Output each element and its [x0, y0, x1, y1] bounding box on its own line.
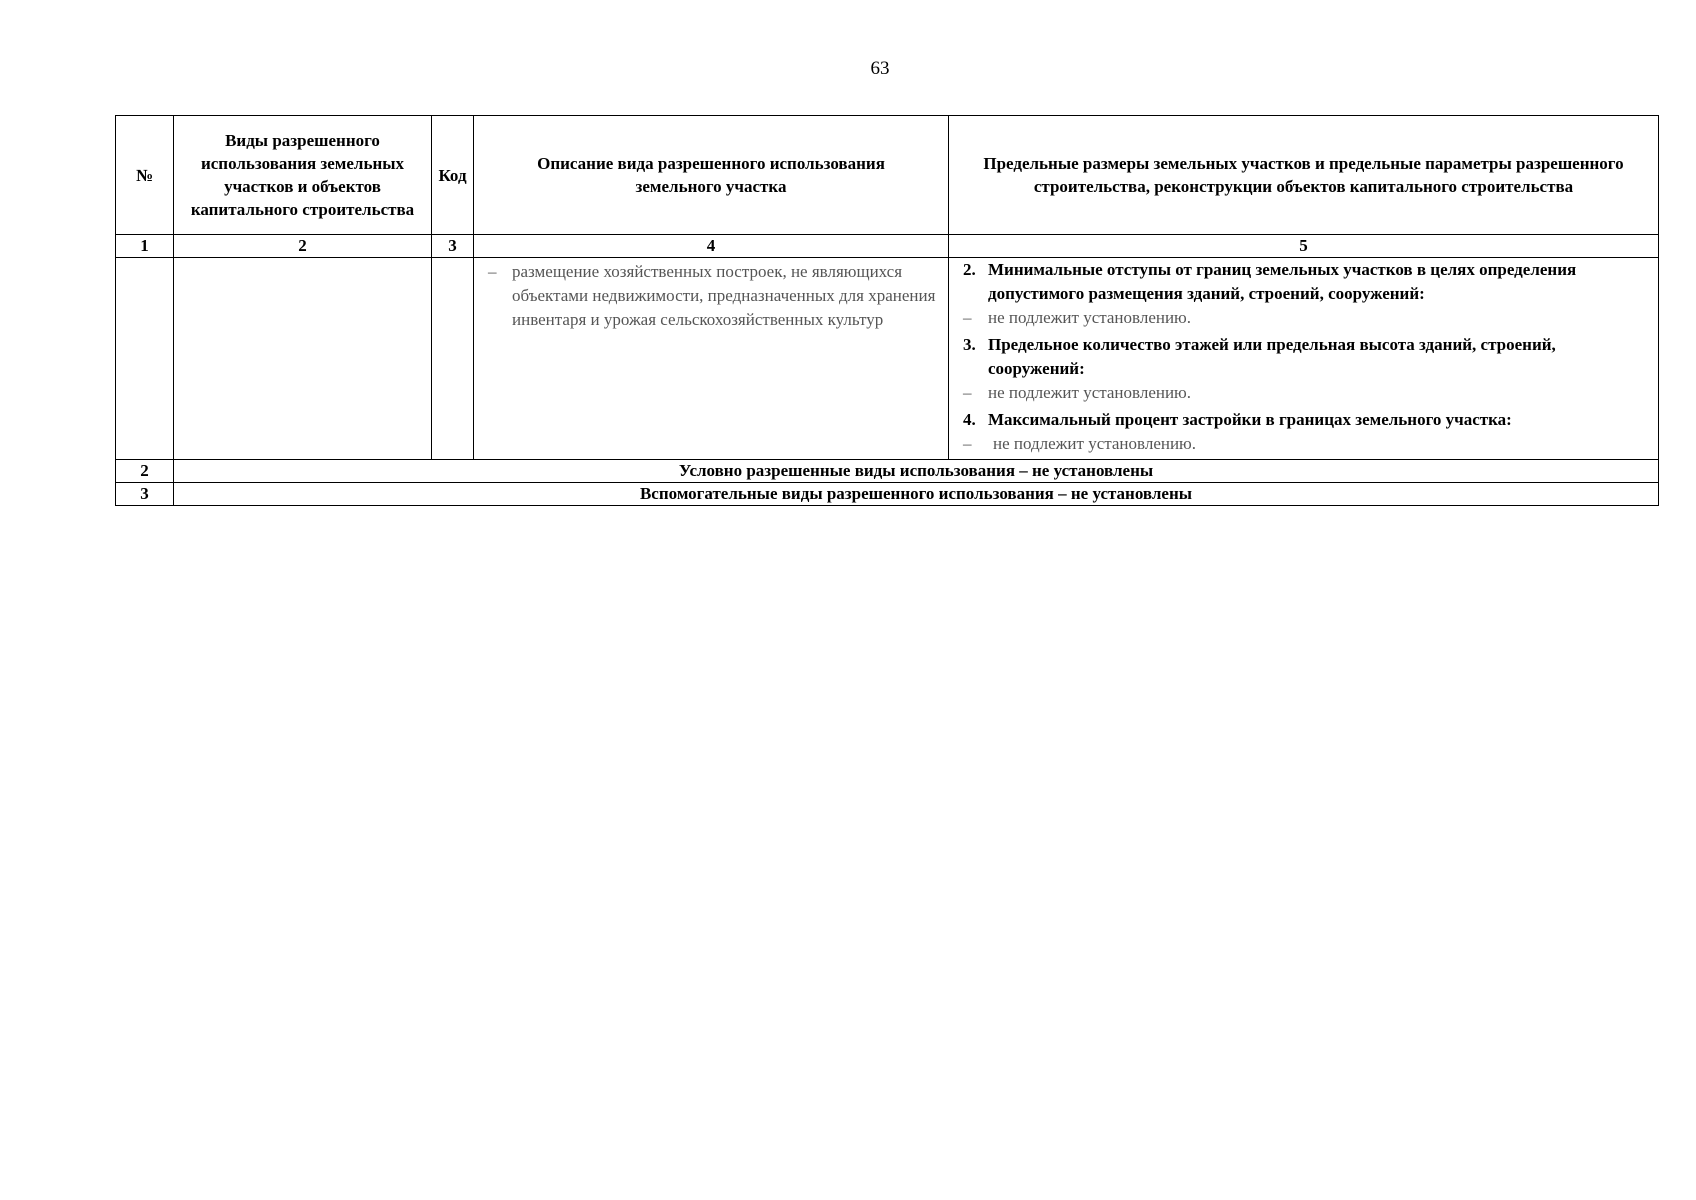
col-number-1: 1 [116, 235, 174, 258]
param-value-text: не подлежит установлению. [988, 383, 1192, 402]
content-code-cell [432, 258, 474, 460]
dash-marker: – [963, 308, 972, 327]
content-description-cell [474, 258, 949, 460]
param-heading [953, 408, 1654, 432]
header-description: Описание вида разрешенного использования земельного участка [474, 116, 949, 235]
param-value [953, 306, 1654, 330]
land-use-table [115, 115, 1659, 506]
header-limits: Предельные размеры земельных участков и предельные параметры разрешенного строительства, реконструкции объектов капитального строительства [949, 116, 1659, 235]
col-number-2: 2 [174, 235, 432, 258]
param-value [953, 432, 1654, 456]
param-value-text: не подлежит установлению. [993, 434, 1197, 453]
header-num: № [116, 116, 174, 235]
param-number: 2. [963, 260, 976, 279]
content-types-cell [174, 258, 432, 460]
header-types: Виды разрешенного использования земельных участков и объектов капитального строительства [174, 116, 432, 235]
param-value-text: не подлежит установлению. [988, 308, 1192, 327]
table-row [116, 483, 1659, 506]
dash-marker: – [488, 262, 497, 281]
param-title: Максимальный процент застройки в границах земельного участка: [988, 410, 1512, 429]
table-header-row [116, 116, 1659, 235]
description-text: размещение хозяйственных построек, не являющихся объектами недвижимости, предназначенных для хранения инвентаря и урожая сельскохозяйственных культур [512, 262, 936, 329]
table-row [116, 258, 1659, 460]
param-block [953, 408, 1654, 456]
content-limits-cell [949, 258, 1659, 460]
param-value [953, 381, 1654, 405]
conditional-uses-text: Условно разрешенные виды использования – не установлены [174, 460, 1659, 483]
param-number: 3. [963, 335, 976, 354]
page-number: 63 [870, 58, 890, 79]
column-number-row [116, 235, 1659, 258]
row-number: 3 [116, 483, 174, 506]
param-number: 4. [963, 410, 976, 429]
param-heading [953, 258, 1654, 306]
row-number: 2 [116, 460, 174, 483]
description-list-item [478, 258, 944, 332]
param-block [953, 333, 1654, 405]
dash-marker: – [963, 434, 972, 453]
content-num-cell [116, 258, 174, 460]
auxiliary-uses-text: Вспомогательные виды разрешенного использования – не установлены [174, 483, 1659, 506]
dash-marker: – [963, 383, 972, 402]
header-code: Код [432, 116, 474, 235]
param-title: Минимальные отступы от границ земельных участков в целях определения допустимого размещения зданий, строений, сооружений: [988, 260, 1577, 303]
col-number-5: 5 [949, 235, 1659, 258]
param-title: Предельное количество этажей или предельная высота зданий, строений, сооружений: [988, 335, 1556, 378]
col-number-3: 3 [432, 235, 474, 258]
col-number-4: 4 [474, 235, 949, 258]
param-block [953, 258, 1654, 330]
param-heading [953, 333, 1654, 381]
table-row [116, 460, 1659, 483]
